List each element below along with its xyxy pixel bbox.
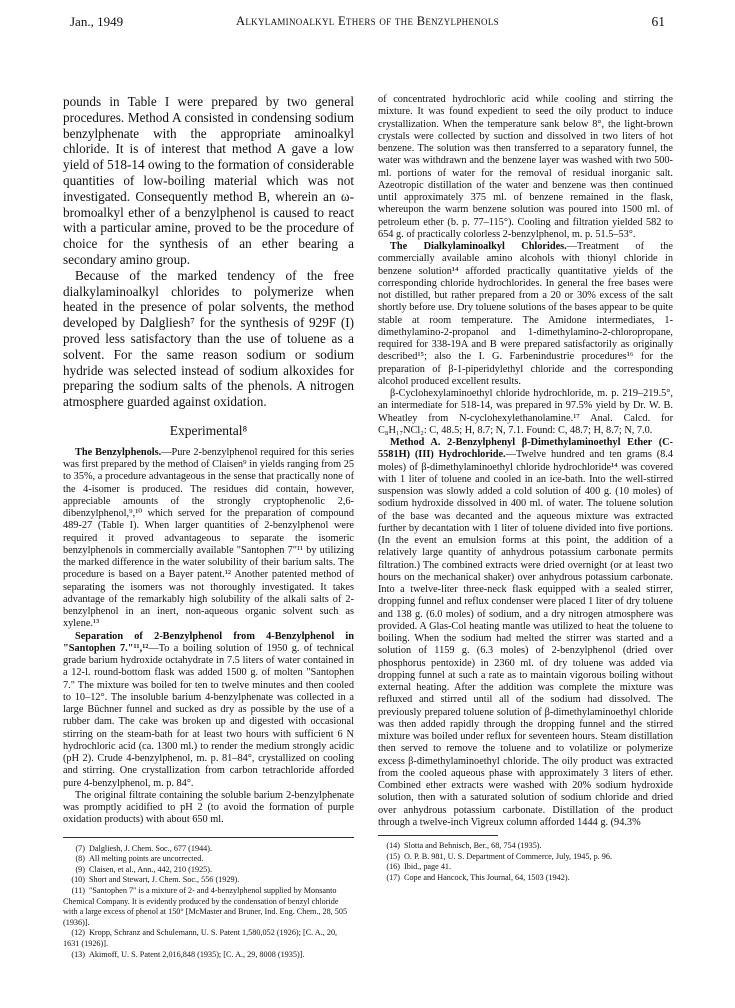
footnote-number: (8) [75, 854, 85, 864]
footnote-number: (7) [75, 843, 85, 853]
body-paragraph [378, 241, 673, 388]
body-paragraph [63, 790, 354, 827]
footnote-rule [63, 837, 354, 838]
running-header [70, 14, 665, 32]
body-paragraph [63, 447, 354, 631]
footnote-text: Akimoff, U. S. Patent 2,016,848 (1935); [C. A., 29, 8008 (1935)]. [89, 949, 305, 959]
footnote [63, 875, 354, 886]
footnote-number: (10) [71, 875, 85, 885]
footnote [378, 841, 673, 852]
footnote-text: Ibid., page 41. [404, 862, 452, 872]
paragraph-text: —To a boiling solution of 1950 g. of technical grade barium hydroxide octahydrate in 7.5 liters of water contained in a 12-l. round-bottom flask was added 1500 g. of molten "Santophen 7." The mixture was boiled for ten to twelve minutes and then cooled to 10–12°. The insoluble barium 4-benzylphenate was collected in a large Büchner funnel and sucked as dry as possible by the use of a rubber dam. The cake was broken up and digested with occasional stirring on the steam-bath for at least two hours with sufficient 6 N hydrochloric acid (ca. 1300 ml.) to render the medium strongly acidic (pH 2). Crude 4-benzylphenol, m. p. 81–84°, crystallized on cooling and stirring. One crystallization from carbon tetrachloride afforded pure 4-benzylphenol, m. p. 84°. [63, 642, 354, 789]
footnote-text: Short and Stewart, J. Chem. Soc., 556 (1929). [89, 875, 240, 885]
footnote [63, 865, 354, 876]
footnote [63, 854, 354, 865]
paragraph-text: β-Cyclohexylaminoethyl chloride hydrochloride, m. p. 219–219.5°, an intermediate for 518-14, was prepared in 97.5% yield by Dr. W. B. Wheatley from N-cyclohexylethanolamine.¹⁷ Anal. Calcd. for C₈H₁₇NCl₂: C, 48.5; H, 8.7; N, 7.1. Found: C, 48.7; H, 8.7; N, 7.0. [378, 388, 673, 436]
experimental-text [378, 94, 673, 829]
footnote-number: (15) [386, 851, 400, 861]
footnote-rule [378, 835, 498, 836]
footnote-number: (11) [71, 886, 85, 896]
intro-paragraph: pounds in Table I were prepared by two general procedures. Method A consisted in condensing sodium benzylphenate with the appropriate aminoalkyl chloride. It is of interest that method A gave a low yield of 518-14 owing to the formation of considerable quantities of low-boiling material which was not investigated. Consequently method B, wherein an ω-bromoalkyl ether of a benzylphenol is caused to react with a particular amine, proved to be the procedure of choice for the synthesis of an ether bearing a secondary amino group. [63, 94, 354, 267]
footnote-number: (17) [386, 872, 400, 882]
right-column [378, 94, 673, 883]
footnote-text: Slotta and Behnisch, Ber., 68, 754 (1935). [404, 841, 542, 850]
run-in-title: The Benzylphenols. [75, 446, 162, 458]
footnote-text: Cope and Hancock, This Journal, 64, 1503 (1942). [404, 872, 570, 882]
section-heading: Experimental⁸ [169, 422, 248, 438]
body-paragraph [378, 388, 673, 437]
footnote-number: (12) [71, 928, 85, 938]
paragraph-text: —Treatment of the commercially available amino alcohols with thionyl chloride in benzene solution¹⁴ afforded practically quantitative yields of the corresponding chloride hydrochlorides. In general the free bases were not distilled, but rather prepared from a 20 or 30% excess of the salt shortly before use. Dry toluene solutions of the bases appear to be quite stable at room temperature. The Amidone intermediates, 1-dimethylamino-2-propanol and 1-dimethylamino-2-chloropropane, required for 338-19A and B were prepared satisfactorily as originally described¹⁵; also the I. G. Farbenindustrie procedures¹⁶ for the preparation of β-1-piperidylethyl chloride and the corresponding alcohol produced excellent results. [378, 241, 673, 387]
body-paragraph [378, 94, 673, 241]
footnote-text: "Santophen 7" is a mixture of 2- and 4-benzylphenol supplied by Monsanto Chemical Company. It is evidently produced by the condensation of benzyl chloride with a large excess of phenol at 150° [McMaster and Bruner, Ind. Eng. Chem., 28, 505 (1936)]. [63, 886, 348, 927]
run-in-title: The Dialkylaminoalkyl Chlorides. [390, 241, 567, 252]
footnote-number: (16) [386, 862, 400, 872]
footnote [63, 844, 354, 855]
footnote-text: Dalgliesh, J. Chem. Soc., 677 (1944). [89, 843, 213, 853]
paragraph-text: The original filtrate containing the soluble barium 2-benzylphenate was promptly acidified to pH 2 (to avoid the formation of purple oxidation products) with about 650 ml. [63, 789, 354, 826]
paragraph-text: —Twelve hundred and ten grams (8.4 moles) of β-dimethylaminoethyl chloride hydrochloride¹⁴ was covered with 1 liter of toluene and cooled in an ice-bath. Into the well-stirred suspension was slowly added a cold solution of 400 g. (10 moles) of sodium hydroxide dissolved in 400 ml. of water. The toluene solution of the base was decanted and the aqueous mixture was extracted further by decantation with 1 liter of toluene divided into five portions. (In the event an emulsion forms at this point, the addition of a relatively large quantity of anhydrous potassium carbonate permits filtration.) The combined extracts were dried overnight (or at least two hours on the mechanical shaker) over anhydrous potassium carbonate. Into a twelve-liter three-neck flask equipped with a sealed stirrer, dropping funnel and reflux condenser were placed 1 liter of dry toluene and 138 g. (6.0 moles) of sodium, and a dry nitrogen atmosphere was provided. A Glas-Col heating mantle was utilized to heat the toluene to boiling. When the sodium had melted the stirrer was started and a solution of 1159 g. (6.3 moles) of 2-benzylphenol (dried over phosphorus pentoxide) in 2360 ml. of dry toluene was added via dropping funnel at such a rate as to maintain vigorous boiling without external heating. After the addition was complete the mixture was refluxed and stirred until all of the sodium had dissolved. The previously prepared toluene solution of β-dimethylaminoethyl chloride was then added rapidly through the dropping funnel and the stirred mixture was boiled under reflux for seventeen hours. Steam distillation then served to remove the toluene and to volatilize or polymerize excess β-dimethylaminoethyl chloride. The oily product was extracted from the cooled aqueous phase with approximately 3 liters of ether. Combined ether extracts were washed with 20% sodium hydroxide solution, then with a saturated solution of sodium chloride and dried over anhydrous potassium carbonate. Distillation of the product through a twelve-inch Vigreux column afforded 1444 g. (94.3% [378, 449, 673, 828]
paragraph-text: of concentrated hydrochloric acid while cooling and stirring the mixture. It was found expedient to seed the oily product to induce crystallization. When the temperature sank below 8°, the light-brown crystals were collected by suction and dissolved in two liters of hot benzene. The solution was then transferred to a separatory funnel, the water was withdrawn and the benzene layer was washed with two 500-ml. portions of water for the removal of residual inorganic salt. Azeotropic distillation of the water and benzene was then continued until approximately 375 ml. of benzene remained in the flask, whereupon the warm benzene solution was poured into 1500 ml. of petroleum ether (b. p. 77–115°). Cooling and filtration yielded 582 to 654 g. of practically colorless 2-benzylphenol, m. p. 51.5–53°. [378, 94, 673, 240]
footnote [378, 852, 673, 863]
footnote [378, 873, 673, 884]
left-column [63, 94, 354, 960]
run-in-title: Method A. 2-Benzylphenyl β-Dimethylaminoethyl Ether (C-5581H) (III) Hydrochloride. [378, 437, 673, 461]
page-number: 61 [651, 14, 665, 29]
paragraph-text: —Pure 2-benzylphenol required for this series was first prepared by the method of Claisen⁹ in yields ranging from 25 to 35%, a procedure advantageous in the sense that practically none of the 4-isomer is produced. The residues did contain, however, appreciable amounts of the strongly cryptophenolic 2,6-dibenzylphenol,⁹,¹⁰ which served for the preparation of compound 489-27 (Table I). When larger quantities of 2-benzylphenol were required it proved advantageous to separate the isomeric benzylphenols in commercially available "Santophen 7"¹¹ by utilizing the marked difference in the water solubility of their barium salts. The procedure is based on a Bayer patent.¹² Another patented method of separating the isomers was not thoroughly investigated. It takes advantage of the remarkably high solubility of the alkali salts of 2-benzylphenol in an inert, non-aqueous organic solvent such as xylene.¹³ [63, 446, 354, 630]
footnote-number: (13) [71, 949, 85, 959]
footnote-number: (9) [75, 864, 85, 874]
footnote-text: All melting points are uncorrected. [89, 854, 204, 864]
footnote-text: Claisen, et al., Ann., 442, 210 (1925). [89, 864, 213, 874]
footnote [63, 950, 354, 961]
footnote-number: (14) [386, 841, 400, 850]
footnote [63, 886, 354, 928]
run-in-title: Separation of 2-Benzylphenol from 4-Benzylphenol in "Santophen 7."¹¹,¹² [63, 630, 354, 654]
footnote-text: O. P. B. 981, U. S. Department of Commerce, July, 1945, p. 96. [404, 851, 613, 861]
footnote-text: Kropp, Schranz and Schulemann, U. S. Patent 1,580,052 (1926); [C. A., 20, 1631 (1926)]. [63, 928, 338, 949]
experimental-text [63, 447, 354, 827]
footnote [63, 928, 354, 949]
body-paragraph [378, 437, 673, 829]
header-title: Alkylaminoalkyl Ethers of the Benzylphenols [236, 14, 499, 28]
intro-text [63, 94, 354, 410]
body-paragraph [63, 631, 354, 790]
footnote [378, 862, 673, 873]
header-date: Jan., 1949 [70, 14, 124, 29]
intro-paragraph: Because of the marked tendency of the free dialkylaminoalkyl chlorides to polymerize when heated in the presence of polar solvents, the method developed by Dalgliesh⁷ for the synthesis of 929F (I) proved less satisfactory than the use of toluene as a solvent. For the same reason sodium or sodium hydride was selected instead of sodium alkoxides for preparing the sodium salts of the phenols. A nitrogen atmosphere guarded against oxidation. [63, 267, 354, 410]
footnotes [63, 844, 354, 961]
footnotes [378, 841, 673, 883]
